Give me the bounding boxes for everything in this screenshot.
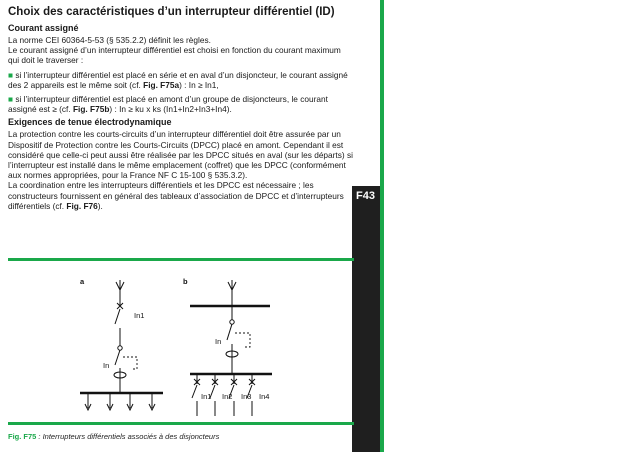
rcd-contact-a	[115, 350, 120, 365]
paragraph: Le courant assigné d’un interrupteur différentiel est choisi en fonction du courant maximum qui doit le traverser :	[8, 45, 341, 66]
outgoing-arrows-a	[85, 393, 155, 410]
section-heading-courant: Courant assigné	[8, 23, 79, 33]
page-title: Choix des caractéristiques d’un interrupteur différentiel (ID)	[8, 6, 335, 18]
figure-top-rule	[8, 258, 354, 261]
paragraph: La norme CEI 60364-5-53 (§ 535.2.2) définit les règles.	[8, 35, 211, 45]
breaker-contact-a	[115, 309, 120, 324]
page-number: F43	[356, 190, 375, 202]
supply-arrow-icon	[116, 280, 124, 290]
figure-label-b: b	[183, 277, 188, 286]
figure-label-a: a	[80, 277, 85, 286]
bullet-item: ■ si l’interrupteur différentiel est placé en amont d’un groupe de disjoncteurs, le courant assigné est ≥ (cf. Fig. F75b) : In ≥ ku x ks (In1+In2+In3+In4).	[8, 94, 328, 115]
figure-caption: Fig. F75 : Interrupteurs différentiels associés à des disjoncteurs	[8, 432, 220, 441]
bullet-square-icon: ■	[8, 94, 14, 105]
bullet-item: ■ si l’interrupteur différentiel est placé en série et en aval d’un disjoncteur, le courant assigné des 2 appareils est le même soit (cf. Fig. F75a) : In ≥ In1,	[8, 69, 348, 90]
paragraph: La coordination entre les interrupteurs différentiels et les DPCC est nécessaire ; les constructeurs fournissent en général des tableaux d’association de DPCC et d’interrupteurs différentiels (cf. Fig. F76).	[8, 180, 344, 211]
bullet-square-icon: ■	[8, 69, 14, 80]
main-text	[8, 5, 353, 211]
page-edge-rule	[380, 0, 384, 452]
switch-pivot-icon	[118, 346, 122, 350]
figure-f75-diagram	[0, 268, 360, 423]
label-in3-b: In3	[241, 392, 252, 401]
paragraph: La protection contre les courts-circuits d’un interrupteur différentiel doit être assurée par un Dispositif de Protection contre les Courts-Circuits (DPCC) placé en amont. Cependant il est considéré que celle-ci peut aussi être réalisée par les DPCC situés en aval (sur les départs) si l’interrupteur est installé dans le même emplacement (coffret) que les DPCC (conformément aux normes appropriées, pour la France NF C 15-100 § 535.3.2).	[8, 129, 353, 181]
supply-arrow-icon-b	[228, 280, 236, 290]
rcd-contact-b	[227, 324, 232, 340]
label-in-a: In	[103, 361, 110, 370]
label-in2-b: In2	[222, 392, 233, 401]
label-in-b: In	[215, 337, 222, 346]
label-in1-a: In1	[134, 311, 145, 320]
section-heading-exigences: Exigences de tenue électrodynamique	[8, 117, 172, 128]
switch-pivot-icon-b	[230, 320, 234, 324]
label-in1-b: In1	[201, 392, 212, 401]
label-in4-b: In4	[259, 392, 270, 401]
